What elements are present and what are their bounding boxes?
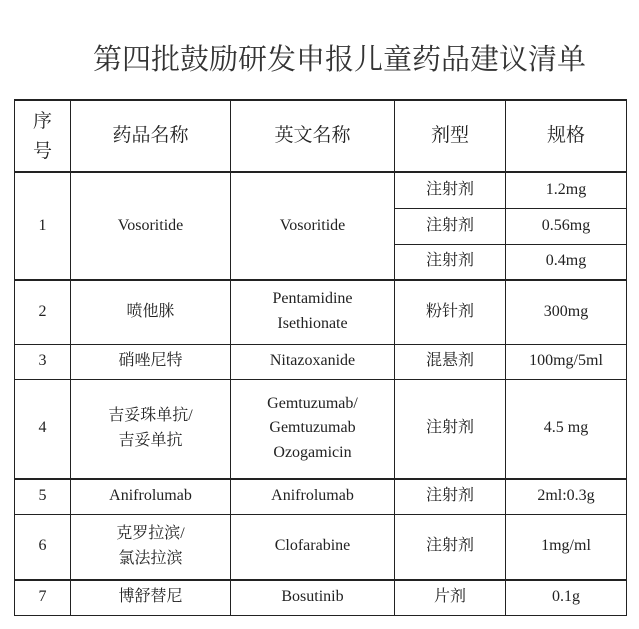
cn-name-line: 氯法拉滨 — [118, 549, 183, 567]
cell-spec: 1.2mg — [506, 172, 627, 208]
header-no: 序号 — [15, 100, 71, 172]
cell-en-name — [231, 280, 395, 344]
cell-cn-name — [71, 514, 231, 580]
cell-form: 注射剂 — [395, 379, 506, 479]
cell-en-name: Bosutinib — [231, 580, 395, 615]
table-row — [15, 280, 627, 344]
document-title: 第四批鼓励研发申报儿童药品建议清单 — [92, 42, 586, 77]
cell-no: 3 — [15, 344, 71, 379]
cell-form: 注射剂 — [395, 244, 506, 280]
cell-form: 注射剂 — [395, 514, 506, 580]
cell-form: 注射剂 — [395, 208, 506, 244]
header-cn-name: 药品名称 — [71, 100, 231, 172]
cell-cn-name — [71, 379, 231, 479]
cell-form: 注射剂 — [395, 479, 506, 514]
table-row — [15, 172, 627, 208]
header-form: 剂型 — [395, 100, 506, 172]
cell-form: 片剂 — [395, 580, 506, 615]
table-row — [15, 580, 627, 615]
en-name-line: Gemtuzumab — [269, 419, 356, 437]
cell-form: 注射剂 — [395, 172, 506, 208]
cell-cn-name: 硝唑尼特 — [71, 344, 231, 379]
cell-en-name — [231, 379, 395, 479]
cell-spec: 2ml:0.3g — [506, 479, 627, 514]
cell-spec: 0.4mg — [506, 244, 627, 280]
cn-name-line: 吉妥珠单抗/ — [108, 406, 193, 424]
cell-no: 7 — [15, 580, 71, 615]
cell-en-name: Vosoritide — [231, 172, 395, 280]
table-row — [15, 479, 627, 514]
table-row — [15, 344, 627, 379]
cell-no: 2 — [15, 280, 71, 344]
en-name-line: Isethionate — [277, 315, 348, 333]
cell-en-name: Nitazoxanide — [231, 344, 395, 379]
en-name-line: Pentamidine — [272, 290, 353, 308]
cell-cn-name: 喷他脒 — [71, 280, 231, 344]
table-header-row — [15, 100, 627, 172]
table-row — [15, 514, 627, 580]
cell-form: 混悬剂 — [395, 344, 506, 379]
cell-spec: 4.5 mg — [506, 379, 627, 479]
cn-name-line: 吉妥单抗 — [118, 431, 183, 449]
cell-cn-name: Anifrolumab — [71, 479, 231, 514]
cell-spec: 0.56mg — [506, 208, 627, 244]
en-name-line: Gemtuzumab/ — [267, 394, 358, 412]
cell-spec: 1mg/ml — [506, 514, 627, 580]
cell-no: 6 — [15, 514, 71, 580]
cell-cn-name: Vosoritide — [71, 172, 231, 280]
cell-no: 1 — [15, 172, 71, 280]
cell-form: 粉针剂 — [395, 280, 506, 344]
cell-no: 4 — [15, 379, 71, 479]
cell-en-name: Clofarabine — [231, 514, 395, 580]
en-name-line: Ozogamicin — [273, 444, 352, 462]
cell-spec: 100mg/5ml — [506, 344, 627, 379]
cell-no: 5 — [15, 479, 71, 514]
header-spec: 规格 — [506, 100, 627, 172]
cell-spec: 300mg — [506, 280, 627, 344]
cn-name-line: 克罗拉滨/ — [116, 524, 185, 542]
drug-list-table — [14, 99, 627, 616]
header-en-name: 英文名称 — [231, 100, 395, 172]
cell-spec: 0.1g — [506, 580, 627, 615]
table-row — [15, 379, 627, 479]
cell-cn-name: 博舒替尼 — [71, 580, 231, 615]
cell-en-name: Anifrolumab — [231, 479, 395, 514]
